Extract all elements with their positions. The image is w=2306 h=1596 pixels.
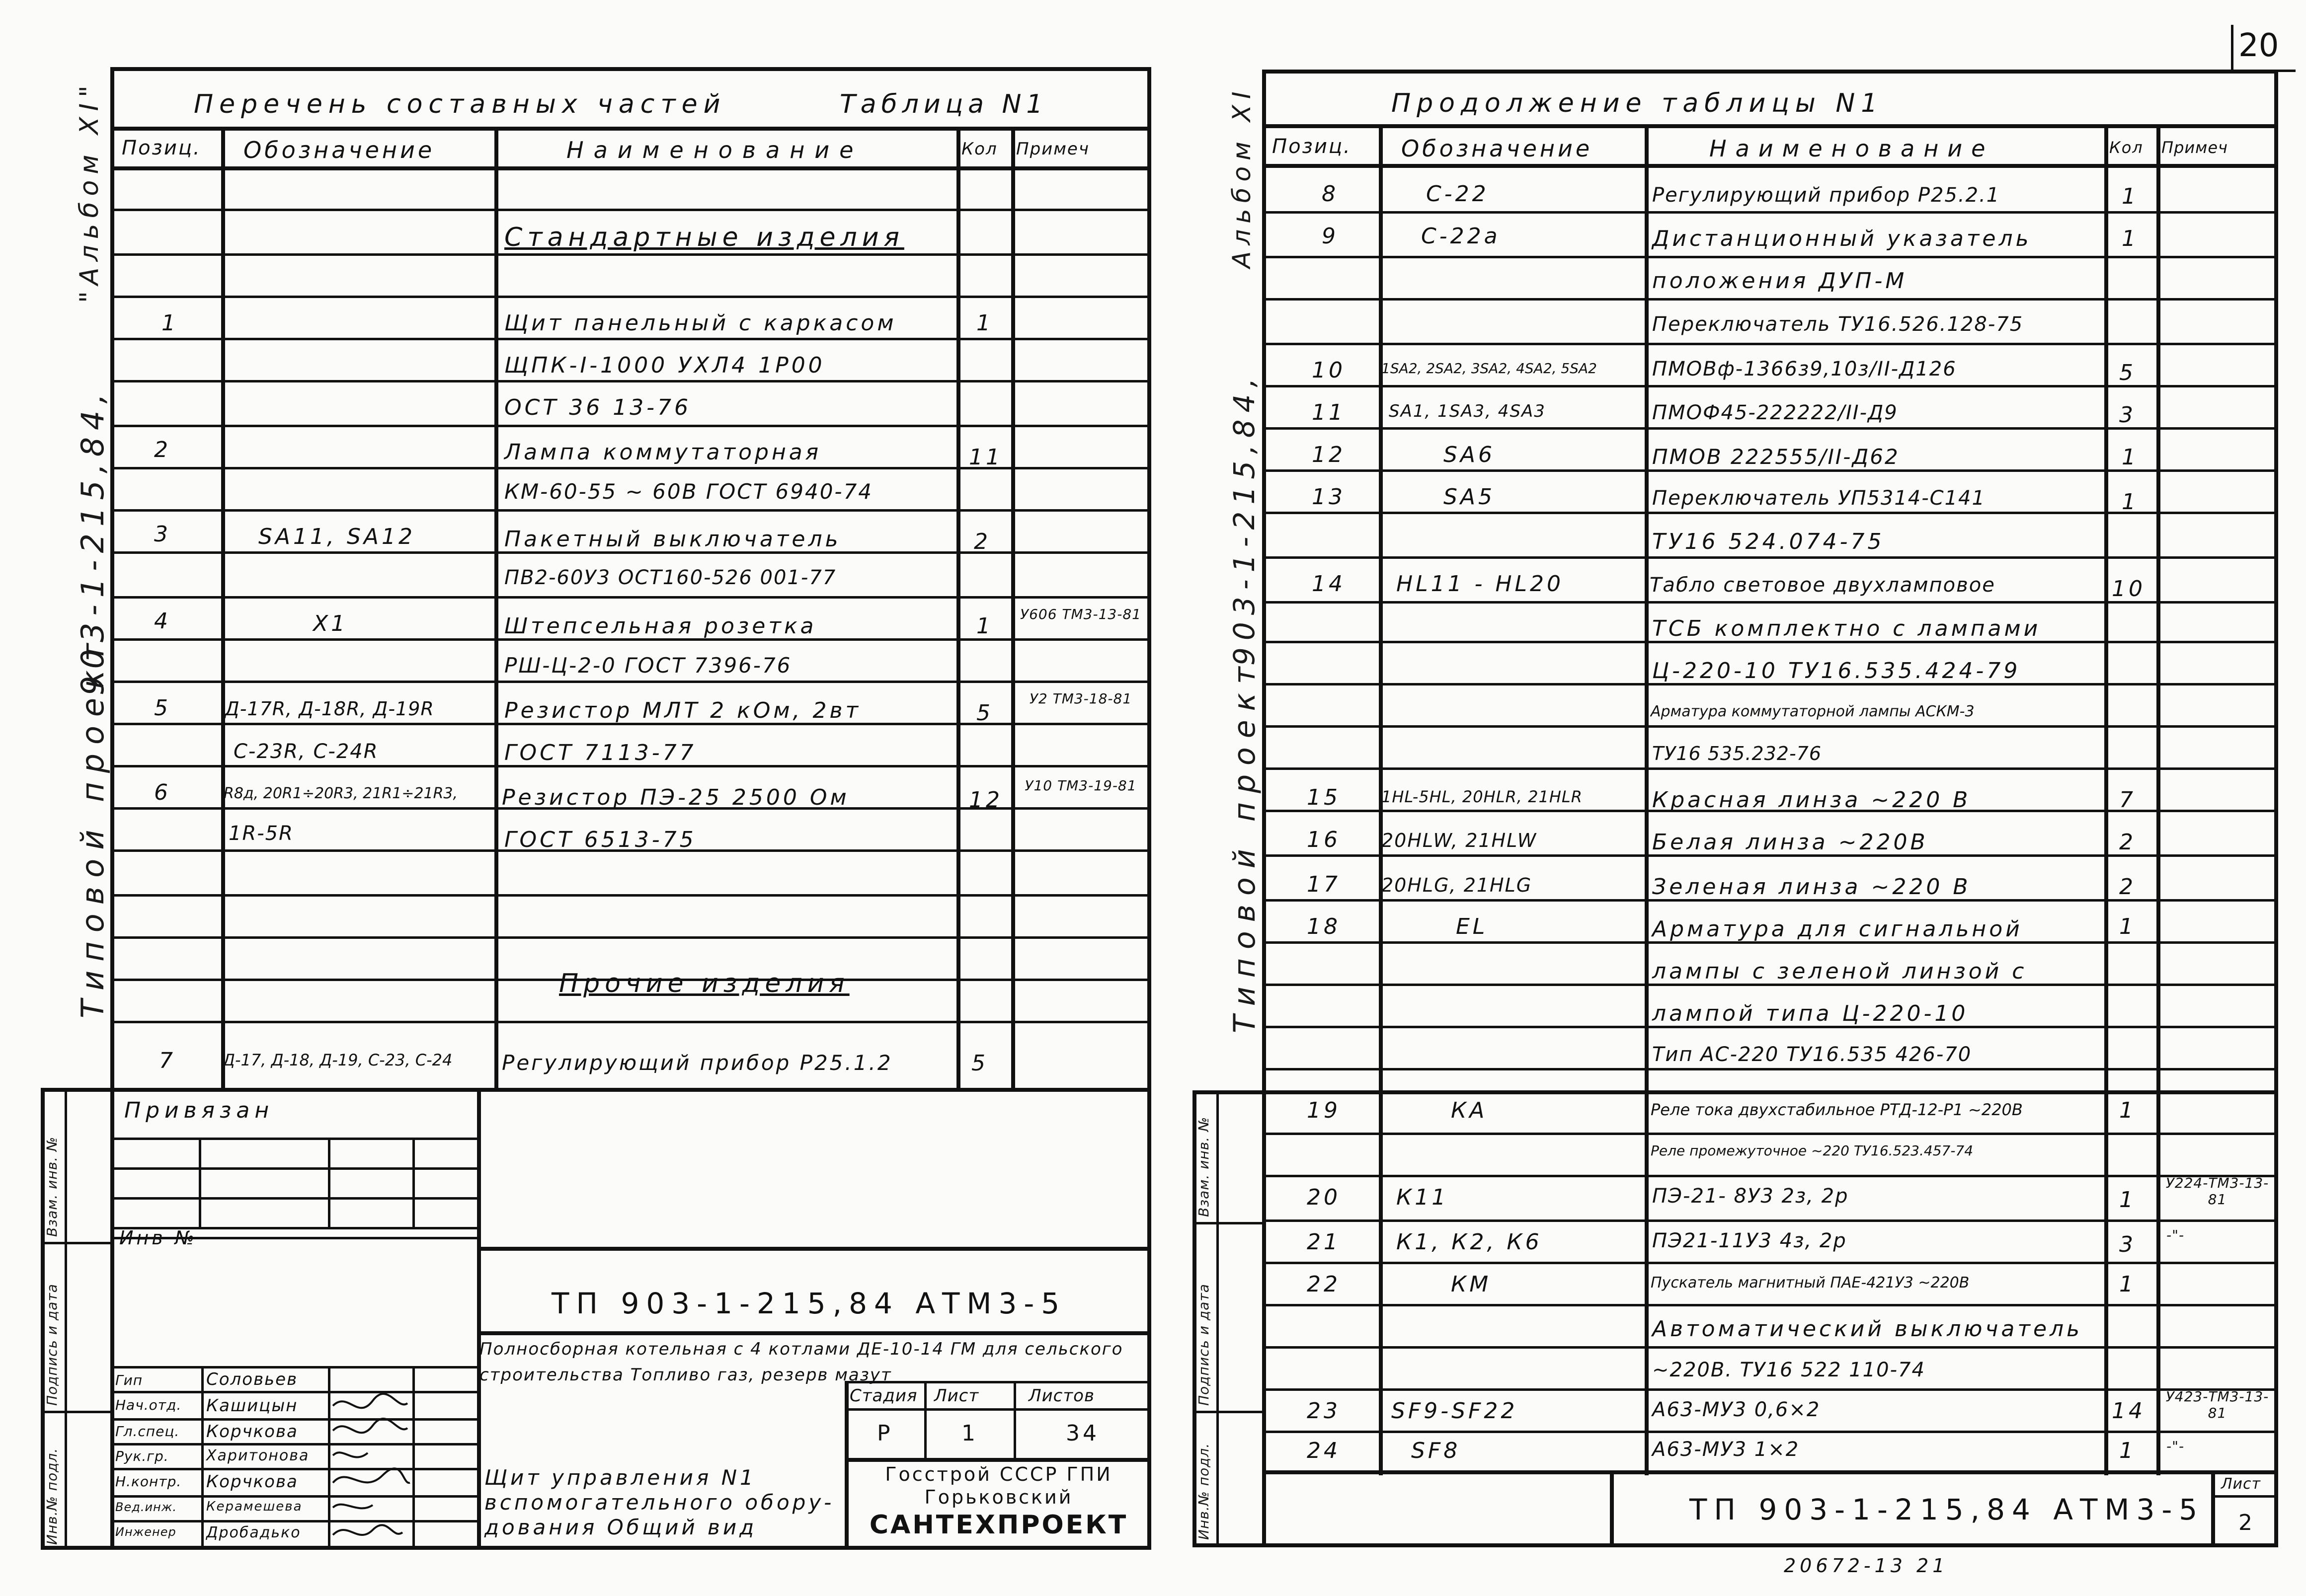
cell-qty: 5 (976, 700, 993, 726)
cell-name: Реле тока двухстабильное РТД-12-Р1 ~220В (1651, 1100, 2023, 1119)
left-stage-col (924, 1381, 927, 1458)
person-role: Н.контр. (115, 1473, 182, 1490)
cell-pos: 7 (159, 1048, 176, 1073)
cell-pos: 3 (154, 522, 171, 547)
person-name: Дробадько (206, 1524, 301, 1541)
left-hdr-name: Наименование (566, 137, 864, 163)
cell-pos: 11 (1312, 400, 1346, 425)
right-side-project-type: Типовой проект (1227, 658, 1262, 1033)
cell-name: Автоматический выключатель (1652, 1316, 2083, 1342)
cell-name: ПМОВ 222555/II-Д62 (1652, 445, 1900, 469)
cell-name: ПВ2-60У3 ОСТ160-526 001-77 (504, 566, 837, 589)
right-strip-label-1: Взам. инв. № (1195, 1116, 1212, 1217)
cell-pos: 6 (154, 780, 171, 805)
cell-pos: 24 (1307, 1438, 1341, 1463)
cell-name: Зеленая линза ~220 В (1652, 874, 1971, 900)
cell-name: Пускатель магнитный ПАЕ-421У3 ~220В (1651, 1274, 1970, 1292)
right-row-line (1262, 211, 2278, 214)
right-stamp-sheet-div (2211, 1470, 2215, 1547)
left-stamp-div (477, 1088, 481, 1550)
left-stamp-h1 (477, 1247, 1151, 1251)
left-inv-no: Инв № (119, 1227, 198, 1249)
right-row-line (1262, 298, 2278, 301)
cell-qty: 1 (2122, 445, 2139, 470)
right-col-2 (1645, 124, 1649, 1475)
right-row-line (1262, 1431, 2278, 1433)
cell-qty: 10 (2112, 576, 2146, 602)
stage-label: Стадия (850, 1386, 918, 1406)
left-stage-col (1014, 1381, 1016, 1458)
right-col-4 (2156, 124, 2160, 1475)
cell-des: SA5 (1443, 484, 1496, 510)
right-row-line (1262, 556, 2278, 559)
cell-des: HL11 - HL20 (1396, 571, 1564, 597)
right-sheet-label: Лист (2221, 1475, 2261, 1493)
cell-des: SA1, 1SA3, 4SA3 (1389, 401, 1546, 421)
cell-des: 1R-5R (229, 822, 294, 845)
people-row (110, 1520, 477, 1522)
left-hdr-pos: Позиц. (122, 137, 201, 159)
cell-des: Д-17, Д-18, Д-19, С-23, С-24 (223, 1051, 453, 1069)
cell-name: КМ-60-55 ~ 60В ГОСТ 6940-74 (504, 479, 874, 504)
left-grid-h (110, 1197, 477, 1200)
left-grid-v (199, 1138, 201, 1227)
cell-qty: 1 (976, 613, 993, 639)
left-header-bottom (110, 166, 1151, 170)
left-hdr-qty: Кол (961, 139, 998, 159)
cell-pos: 12 (1312, 442, 1346, 467)
cell-pos: 4 (154, 608, 171, 634)
cell-name: ТУ16 524.074-75 (1652, 529, 1885, 554)
left-caption: Перечень составных частей (194, 89, 726, 119)
cell-name: ТУ16 535.232-76 (1652, 743, 1822, 764)
cell-name: Реле промежуточное ~220 ТУ16.523.457-74 (1651, 1142, 1974, 1159)
person-role: Инженер (115, 1525, 176, 1539)
person-name: Соловьев (206, 1369, 298, 1389)
left-org-big: САНТЕХПРОЕКТ (869, 1510, 1128, 1540)
sheets-value: 34 (1066, 1421, 1100, 1446)
cell-pos: 15 (1307, 785, 1341, 810)
cell-pos: 2 (154, 437, 171, 462)
left-strip-div2 (41, 1411, 114, 1413)
cell-name: РШ-Ц-2-0 ГОСТ 7396-76 (504, 653, 792, 678)
right-row-line (1262, 1346, 2278, 1349)
cell-des: SA6 (1443, 442, 1496, 467)
cell-name: ПЭ21-11У3 4з, 2р (1652, 1229, 1847, 1252)
cell-des: К1, К2, К6 (1396, 1229, 1542, 1255)
left-col-2 (494, 127, 498, 1088)
cell-name: ГОСТ 7113-77 (504, 740, 697, 765)
cell-pos: 5 (154, 695, 171, 721)
left-stage-div (845, 1381, 849, 1550)
left-header-top (110, 127, 1151, 131)
cell-note: У2 ТМ3-18-81 (1029, 690, 1132, 707)
cell-name: А63-МУ3 1×2 (1652, 1438, 1800, 1461)
right-hdr-designation: Обозначение (1401, 135, 1593, 162)
person-name: Кашицын (206, 1396, 298, 1416)
cell-name: А63-МУ3 0,6×2 (1652, 1398, 1821, 1421)
right-side-project-code: 903-1-215,84, (1227, 371, 1261, 666)
cell-note: У224-ТМ3-13-81 (2165, 1175, 2269, 1208)
left-doc-code: ТП 903-1-215,84 АТМ3-5 (552, 1287, 1067, 1320)
left-strip-inner (65, 1088, 67, 1550)
sheet-label: Лист (934, 1386, 979, 1406)
cell-des: SF8 (1411, 1438, 1461, 1463)
signatures (328, 1391, 412, 1550)
cell-des: К11 (1396, 1185, 1449, 1210)
left-col-1 (221, 127, 225, 1088)
left-table-label: Таблица N1 (840, 89, 1048, 119)
right-stamp-sheet-line (2211, 1495, 2278, 1498)
cell-des: EL (1456, 914, 1488, 939)
cell-note: У423-ТМ3-13-81 (2165, 1388, 2269, 1421)
cell-name: ПМОФ45-222222/II-Д9 (1652, 401, 1898, 424)
left-col-3 (956, 127, 960, 1088)
right-row-line (1262, 343, 2278, 345)
left-strip-label-2: Подпись и дата (44, 1284, 60, 1406)
left-row-line (110, 296, 1151, 298)
left-side-project-type: Типовой проект (75, 634, 111, 1018)
cell-qty: 2 (974, 529, 991, 554)
page-number: 20 (2238, 27, 2279, 64)
right-row-line (1262, 725, 2278, 728)
cell-pos: 19 (1307, 1098, 1341, 1123)
cell-pos: 20 (1307, 1185, 1341, 1210)
cell-name: Дистанционный указатель (1652, 226, 2032, 251)
right-row-line (1262, 256, 2278, 258)
cell-name: Регулирующий прибор Р25.2.1 (1652, 184, 2000, 207)
cell-qty: 14 (2112, 1398, 2146, 1424)
cell-des: С-22 (1426, 181, 1489, 207)
cell-name: Штепсельная розетка (504, 613, 817, 639)
left-side-project-code: 903-1-215,84, (75, 386, 111, 695)
cell-name: Арматура коммутаторной лампы АСКМ-3 (1651, 703, 1975, 720)
right-doc-code: ТП 903-1-215,84 АТМ3-5 (1689, 1493, 2205, 1526)
cell-pos: 9 (1322, 224, 1339, 249)
cell-name: Резистор МЛТ 2 кОм, 2вт (504, 698, 862, 723)
right-table-bottom (1262, 1470, 2278, 1474)
cell-name: положения ДУП-М (1652, 268, 1908, 294)
person-name: Корчкова (206, 1422, 298, 1442)
person-name: Харитонова (206, 1447, 310, 1464)
cell-qty: 3 (2119, 402, 2136, 428)
left-hdr-designation: Обозначение (243, 137, 435, 163)
left-table-bottom (110, 1088, 1151, 1092)
cell-name: Белая линза ~220В (1652, 830, 1928, 855)
left-stamp-h2 (477, 1331, 1151, 1335)
cell-qty: 1 (2122, 489, 2139, 515)
cell-name: Арматура для сигнальной (1652, 916, 2023, 942)
left-row-line (110, 338, 1151, 340)
left-strip-label-3: Инв.№ подл. (44, 1447, 60, 1545)
cell-qty: 1 (976, 310, 993, 336)
cell-name: Переключатель УП5314-С141 (1652, 487, 1986, 510)
left-row-line (110, 681, 1151, 683)
cell-name: Табло световое двухламповое (1650, 574, 1995, 597)
cell-name: лампой типа Ц-220-10 (1652, 1001, 1969, 1026)
right-row-line (1262, 1262, 2278, 1264)
cell-name: ЩПК-I-1000 УХЛ4 1Р00 (504, 353, 825, 378)
left-strip-div1 (41, 1242, 114, 1244)
left-strip-label-1: Взам. инв. № (44, 1136, 60, 1237)
cell-name: ГОСТ 6513-75 (504, 827, 697, 852)
person-name: Керамешева (206, 1499, 303, 1514)
cell-qty: 5 (971, 1051, 988, 1076)
cell-qty: 1 (2122, 226, 2139, 251)
left-privyazan: Привязан (124, 1098, 274, 1123)
cell-des: 20HLW, 21HLW (1381, 830, 1537, 851)
right-header-top (1262, 124, 2278, 128)
left-side-album: "Альбом XI" (75, 79, 104, 303)
cell-name: Переключатель ТУ16.526.128-75 (1652, 313, 2024, 336)
left-stamp-h3 (110, 1366, 477, 1368)
cell-qty: 1 (2119, 1098, 2136, 1123)
cell-qty: 7 (2119, 787, 2136, 813)
left-row-line (110, 596, 1151, 599)
left-grid-v (328, 1138, 330, 1227)
cell-qty: 2 (2119, 830, 2136, 855)
cell-pos: 21 (1307, 1229, 1341, 1255)
cell-des: 1SA2, 2SA2, 3SA2, 4SA2, 5SA2 (1381, 360, 1597, 377)
cell-name: Лампа коммутаторная (504, 440, 822, 465)
cell-name: Регулирующий прибор Р25.1.2 (502, 1051, 893, 1075)
cell-pos: 17 (1307, 872, 1341, 897)
right-strip-label-3: Инв.№ подл. (1195, 1443, 1212, 1540)
right-hdr-name: Наименование (1709, 135, 1994, 162)
cell-qty: 5 (2119, 360, 2136, 385)
right-row-line (1262, 1090, 2278, 1094)
cell-qty: 12 (969, 787, 1003, 813)
cell-pos: 8 (1322, 181, 1339, 207)
cell-pos: 23 (1307, 1398, 1341, 1424)
cell-note: -"- (2166, 1227, 2185, 1243)
left-org: Госстрой СССР ГПИ Горьковский (885, 1463, 1113, 1508)
person-role: Гл.спец. (115, 1423, 180, 1440)
sheet-value: 1 (961, 1421, 978, 1446)
cell-pos: 1 (161, 310, 178, 336)
right-strip-label-2: Подпись и дата (1195, 1284, 1212, 1406)
cell-pos: 13 (1312, 484, 1346, 510)
cell-qty: 1 (2119, 1187, 2136, 1213)
cell-note: -"- (2166, 1438, 2185, 1454)
cell-qty: 11 (969, 445, 1003, 470)
left-row-line (110, 253, 1151, 256)
right-caption: Продолжение таблицы N1 (1391, 88, 1884, 118)
right-stamp-div (1610, 1470, 1614, 1547)
left-row-line (110, 425, 1151, 427)
cell-qty: 1 (2122, 184, 2139, 209)
left-section-other: Прочие изделия (559, 969, 850, 998)
cell-pos: 10 (1312, 358, 1346, 383)
people-row (110, 1468, 477, 1470)
cell-name: лампы с зеленой линзой с (1652, 959, 2027, 984)
left-row-line (110, 1021, 1151, 1023)
cell-des: Д-17R, Д-18R, Д-19R (225, 698, 434, 720)
right-hdr-qty: Кол (2109, 138, 2144, 157)
cell-name: Красная линза ~220 В (1652, 787, 1971, 813)
right-row-line (1262, 1219, 2278, 1222)
left-stage-mid (845, 1408, 1151, 1411)
right-row-line (1262, 1304, 2278, 1306)
cell-pos: 18 (1307, 914, 1341, 939)
people-row (110, 1443, 477, 1445)
left-description: Полносборная котельная с 4 котлами ДЕ-10-14 ГМ для сельского строительства Топливо газ, резерв мазут (479, 1339, 1123, 1385)
cell-name: Резистор ПЭ-25 2500 Ом (502, 785, 850, 810)
cell-qty: 1 (2119, 1272, 2136, 1297)
right-strip-div1 (1193, 1222, 1266, 1224)
cell-qty: 3 (2119, 1232, 2136, 1257)
left-row-line (110, 936, 1151, 939)
cell-qty: 2 (2119, 874, 2136, 900)
person-role: Вед.инж. (115, 1500, 177, 1514)
people-row (110, 1391, 477, 1393)
cell-des: X1 (313, 611, 348, 636)
left-stage-top (845, 1381, 1151, 1383)
right-row-line (1262, 1388, 2278, 1391)
page-number-mark (2231, 25, 2233, 72)
right-row-line (1262, 1175, 2278, 1177)
left-stage-bot (845, 1458, 1151, 1462)
cell-note: У10 ТМ3-19-81 (1025, 777, 1137, 794)
cell-name: Щит панельный с каркасом (504, 310, 897, 336)
right-strip-inner (1216, 1090, 1219, 1547)
left-hdr-note: Примеч (1016, 139, 1090, 159)
left-grid-h (110, 1138, 477, 1140)
left-stamp-title: Щит управления N1 вспомогательного обору- дования Общий вид (484, 1465, 835, 1539)
right-header-bottom (1262, 164, 2278, 168)
cell-name: ТСБ комплектно с лампами (1652, 616, 2041, 641)
person-role: Нач.отд. (115, 1397, 182, 1413)
people-row (110, 1418, 477, 1421)
cell-name: Тип АС-220 ТУ16.535 426-70 (1652, 1043, 1972, 1066)
cell-des: 1HL-5HL, 20HLR, 21HLR (1381, 787, 1583, 806)
cell-qty: 1 (2119, 914, 2136, 939)
cell-name: ОСТ 36 13-76 (504, 395, 692, 420)
cell-name: ПЭ-21- 8У3 2з, 2р (1652, 1185, 1849, 1208)
person-role: Рук.гр. (115, 1448, 169, 1464)
right-hdr-pos: Позиц. (1272, 135, 1352, 158)
cell-des: КА (1451, 1098, 1488, 1123)
cell-des: 20HLG, 21HLG (1381, 874, 1532, 896)
cell-qty: 1 (2119, 1438, 2136, 1463)
cell-des: С-22а (1421, 224, 1501, 249)
right-sheet-value: 2 (2238, 1510, 2255, 1535)
left-row-line (110, 209, 1151, 211)
cell-name: ПМОВф-1366з9,10з/II-Д126 (1652, 358, 1957, 380)
right-row-line (1262, 767, 2278, 770)
left-grid-h (110, 1167, 477, 1170)
cell-name: Пакетный выключатель (504, 527, 841, 552)
right-row-line (1262, 1133, 2278, 1135)
right-side-album: Альбом XI (1227, 85, 1256, 268)
left-row-line (110, 380, 1151, 382)
cell-note: У606 ТМ3-13-81 (1020, 606, 1141, 622)
sheets-label: Листов (1029, 1386, 1095, 1406)
person-role: Гип (115, 1372, 143, 1388)
right-col-3 (2104, 124, 2108, 1475)
cell-des: SF9-SF22 (1391, 1398, 1518, 1424)
cell-des: R8д, 20R1÷20R3, 21R1÷21R3, (224, 785, 458, 802)
cell-pos: 16 (1307, 827, 1341, 852)
right-hdr-note: Примеч (2161, 138, 2228, 157)
cell-pos: 14 (1312, 571, 1346, 597)
right-strip-div2 (1193, 1411, 1266, 1413)
left-row-line (110, 509, 1151, 512)
cell-des: КМ (1451, 1272, 1492, 1297)
stage-value: Р (877, 1421, 893, 1446)
cell-des: SA11, SA12 (258, 524, 416, 549)
person-name: Корчкова (206, 1472, 298, 1492)
cell-name: ~220В. ТУ16 522 110-74 (1652, 1359, 1925, 1381)
people-row (110, 1495, 477, 1498)
cell-des: С-23R, С-24R (234, 740, 379, 763)
left-grid-v (412, 1138, 415, 1227)
left-row-line (110, 894, 1151, 897)
cell-pos: 22 (1307, 1272, 1341, 1297)
left-section-standard: Стандартные изделия (504, 223, 904, 252)
cell-name: Ц-220-10 ТУ16.535.424-79 (1652, 658, 2021, 684)
bottom-code: 20672-13 21 (1784, 1555, 1949, 1577)
right-row-line (1262, 1068, 2278, 1070)
